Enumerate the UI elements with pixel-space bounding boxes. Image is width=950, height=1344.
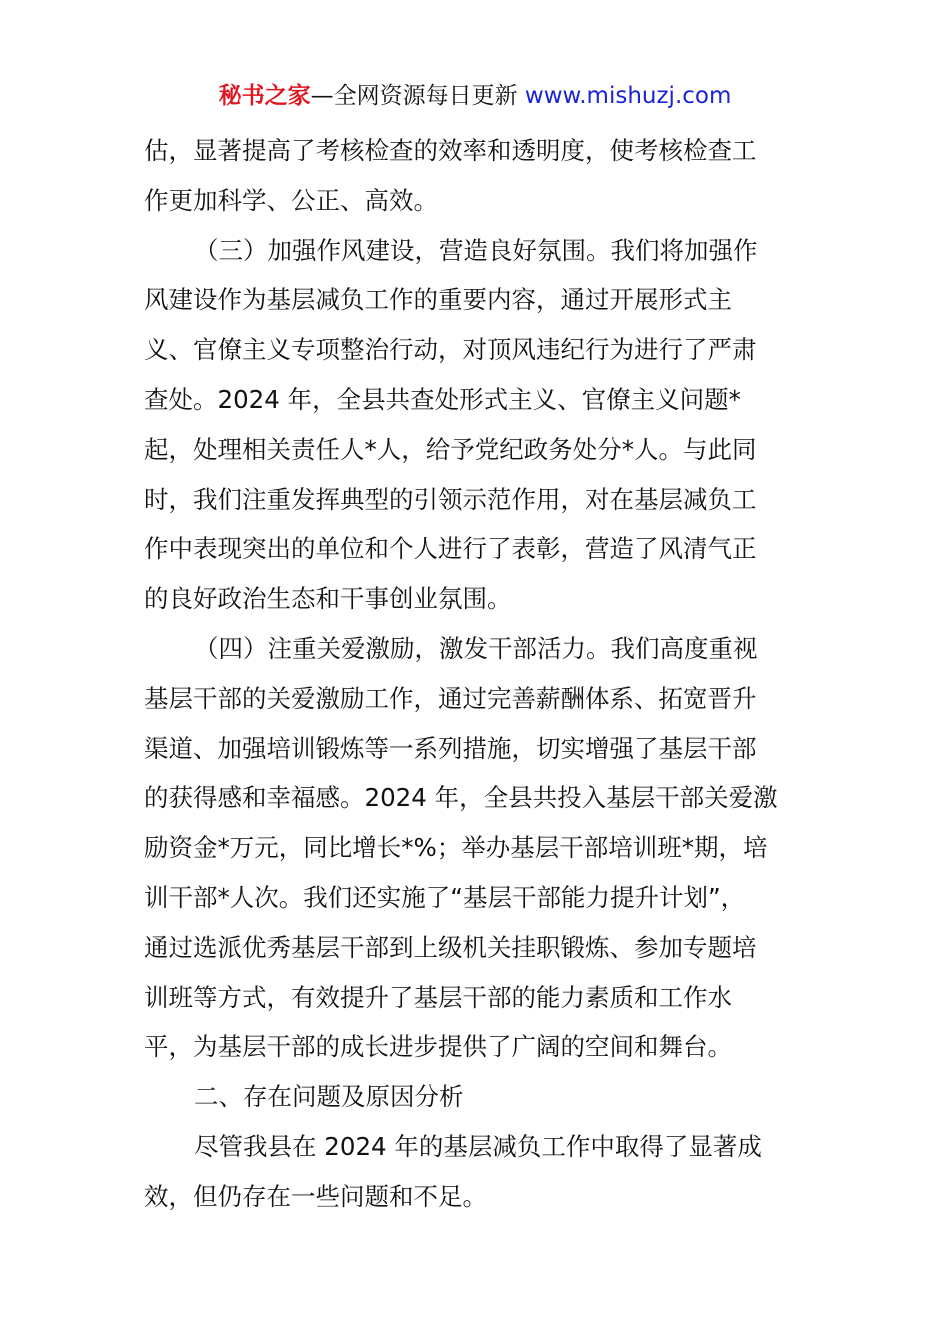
text-line: 起，处理相关责任人*人，给予党纪政务处分*人。与此同 (144, 434, 757, 464)
site-url: www.mishuzj.com (524, 83, 732, 109)
brand-tagline: —全网资源每日更新 (310, 83, 518, 109)
text-line: 时，我们注重发挥典型的引领示范作用，对在基层减负工 (144, 484, 757, 514)
text-line: 估，显著提高了考核检查的效率和透明度，使考核检查工 (144, 136, 757, 165)
text-line: 的良好政治生态和干事创业氛围。 (144, 584, 512, 614)
text-line: 查处。2024 年，全县共查处形式主义、官僚主义问题* (144, 384, 741, 414)
text-line: 效，但仍存在一些问题和不足。 (144, 1181, 487, 1211)
text-line: 二、存在问题及原因分析 (194, 1082, 464, 1112)
text-line: 尽管我县在 2024 年的基层减负工作中取得了显著成 (194, 1131, 762, 1161)
text-line: （三）加强作风建设，营造良好氛围。我们将加强作 (194, 235, 758, 265)
text-line: 风建设作为基层减负工作的重要内容，通过开展形式主 (144, 285, 732, 315)
brand-name: 秘书之家 (218, 83, 311, 109)
text-line: 的获得感和幸福感。2024 年，全县共投入基层干部关爱激 (144, 783, 778, 813)
text-line: 训干部*人次。我们还实施了“基层干部能力提升计划”， (144, 882, 746, 912)
text-line: 通过选派优秀基层干部到上级机关挂职锻炼、参加专题培 (144, 932, 757, 962)
text-line: （四）注重关爱激励，激发干部活力。我们高度重视 (194, 633, 758, 663)
watermark-header (0, 80, 950, 112)
text-line: 作更加科学、公正、高效。 (144, 185, 438, 215)
text-line: 渠道、加强培训锻炼等一系列措施，切实增强了基层干部 (144, 733, 757, 763)
text-line: 作中表现突出的单位和个人进行了表彰，营造了风清气正 (144, 534, 757, 564)
text-line: 基层干部的关爱激励工作，通过完善薪酬体系、拓宽晋升 (144, 683, 757, 713)
document-body (144, 126, 812, 1222)
text-line: 义、官僚主义专项整治行动，对顶风违纪行为进行了严肃 (144, 335, 757, 365)
text-line: 平，为基层干部的成长进步提供了广阔的空间和舞台。 (144, 1032, 732, 1062)
text-line: 训班等方式，有效提升了基层干部的能力素质和工作水 (144, 982, 732, 1012)
text-line: 励资金*万元，同比增长*%；举办基层干部培训班*期，培 (144, 833, 768, 863)
